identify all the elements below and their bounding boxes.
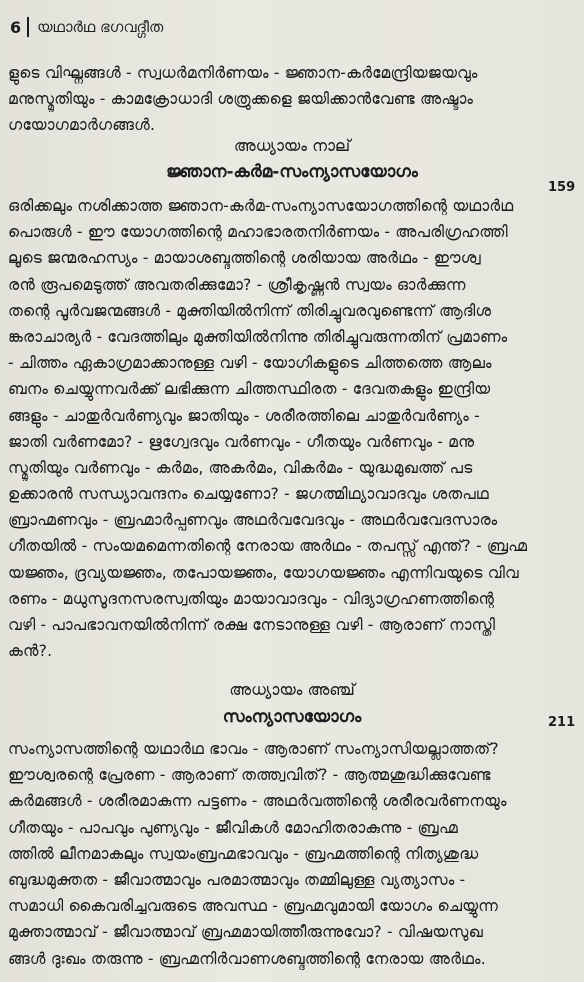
text-line: കർമങ്ങൾ - ശരീരമാകുന്ന പട്ടണം - അഥർവത്തിന്റെ ശരീരവർണനയും [8, 792, 507, 811]
chapter-5-name: സംന്യാസയോഗം [222, 707, 362, 727]
text-line: പൊരുൾ - ഈ യോഗത്തിന്റെ മഹാഭാരതനിർണയം - അപരിഗ്രഹത്തി [8, 223, 508, 242]
text-line: ബനം ചെയ്യുന്നവർക്ക് ലഭിക്കുന്ന ചിത്തസ്ഥിരത - ദേവതകളും ഇന്ദ്രിയ [8, 380, 491, 399]
text-line: ഗീതയും - പാപവും പുണ്യവും - ജീവികൾ മോഹിതരാകുന്നു - ബ്രഹ്മ [8, 818, 458, 837]
chapter-4-page-ref: 159 [548, 180, 576, 195]
text-line: ലൂടെ ജന്മരഹസ്യം - മായാശബ്ദത്തിന്റെ ശരിയായ അർഥം - ഈശ്വ [8, 249, 481, 268]
book-title: യഥാർഥ ഭഗവദ്ഗീത [37, 18, 164, 36]
text-line: ജാതി വർണമോ? - ഋഗ്വേദവും വർണവും - ഗീതയും വർണവും - മനു [8, 432, 475, 451]
text-line: ത്തിൽ ലീനമാകലും സ്വയംബ്രഹ്മഭാവവും - ബ്രഹ്മത്തിന്റെ നിത്യശുദ്ധ [8, 844, 479, 863]
text-line: മനുസ്മൃതിയും - കാമക്രോധാദി ശത്രുക്കളെ ജയിക്കാൻവേണ്ട അഷ്ടാം [8, 90, 474, 109]
text-line: തന്റെ പൂർവജന്മങ്ങൾ - മുക്തിയിൽനിന്ന് തിരിച്ചുവരവുണ്ടെന്ന് ആദിശ [8, 301, 492, 320]
text-line: സ്മൃതിയും വർണവും - കർമം, അകർമം, വികർമം - യുദ്ധമുഖത്ത് പട [8, 458, 473, 477]
text-line: സമാധി കൈവരിച്ചവരുടെ അവസ്ഥ - ബ്രഹ്മവുമായി യോഗം ചെയ്യുന്ന [8, 897, 499, 916]
text-line: ങ്കരാചാര്യർ - വേദത്തിലും മുക്തിയിൽനിന്നു തിരിച്ചുവരുന്നതിന് പ്രമാണം [8, 327, 508, 346]
text-line: രൻ രൂപമെടുത്ത് അവതരിക്കുമോ? - ശ്രീകൃഷ്ണൻ സ്വയം ഓർക്കുന്ന [8, 275, 466, 294]
text-line: ഉക്കാരൻ സന്ധ്യാവന്ദനം ചെയ്യണോ? - ജഗത്മിഥ്യാവാദവും ശതപഥ [8, 485, 489, 504]
text-line: ഗയോഗമാർഗങ്ങൾ. [8, 116, 156, 135]
header-divider [27, 17, 29, 37]
chapter-4-summary [8, 193, 576, 664]
text-line: രണം - മധുസൂദനസരസ്വതിയും മായാവാദവും - വിദ്യാഗ്രഹണത്തിന്റെ [8, 589, 495, 608]
text-line: ളുടെ വിഘ്നങ്ങൾ - സ്വധർമനിർണയം - ജ്ഞാന-കർമേന്ദ്രിയജയവും [8, 64, 478, 82]
text-line: സംന്യാസത്തിന്റെ യഥാർഥ ഭാവം - ആരാണ് സംന്യാസിയല്ലാത്തത്? [8, 740, 499, 758]
running-header [10, 14, 163, 40]
text-line: ഗീതയിൽ - സംയമമെന്നതിന്റെ നേരായ അർഥം - തപസ്സ് എന്ത്? - ബ്രഹ്മ [8, 537, 528, 556]
intro-paragraph [8, 60, 576, 139]
chapter-5-title: അധ്യായം അഞ്ച് [229, 680, 355, 699]
chapter-5-page-ref: 211 [548, 715, 576, 730]
chapter-4-title: അധ്യായം നാല് [233, 136, 351, 155]
chapter-5-summary [8, 736, 576, 972]
text-line: ബ്രാഹ്മണവും - ബ്രഹ്മാർപ്പണവും അഥർവവേദവും - അഥർവവേദസാരം [8, 511, 498, 530]
chapter-4-name: ജ്ഞാന-കർമ-സംന്യാസയോഗം [166, 162, 418, 182]
text-line: യജ്ഞം, ദ്രവ്യയജ്ഞം, തപോയജ്ഞം, യോഗയജ്ഞം എന്നിവയുടെ വിവ [8, 563, 519, 582]
text-line: ങ്ങളും - ചാതുർവർണ്യവും ജാതിയും - ശരീരത്തിലെ ചാതുർവർണ്യം - [8, 406, 480, 425]
text-line: മുക്താത്മാവ് - ജീവാത്മാവ് ബ്രഹ്മമായിത്തീരുന്നുവോ? - വിഷയസുഖ [8, 923, 483, 942]
text-line: ങ്ങൾ ദുഃഖം തരുന്നു - ബ്രഹ്മനിർവാണശബ്ദത്തിന്റെ നേരായ അർഥം. [8, 949, 486, 968]
text-line: കൻ?. [8, 642, 53, 661]
text-line: ഈശ്വരന്റെ പ്രേരണ - ആരാണ് തത്ത്വവിത്? - ആത്മശുദ്ധിക്കുവേണ്ട [8, 766, 491, 785]
text-line: ബുദ്ധമുക്തത - ജീവാത്മാവും പരമാത്മാവും തമ്മിലുള്ള വ്യത്യാസം - [8, 870, 466, 889]
page-number: 6 [10, 17, 22, 37]
text-line: - ചിത്തം ഏകാഗ്രമാക്കാനുള്ള വഴി - യോഗികളുടെ ചിത്തത്തെ ആലം [8, 354, 492, 373]
text-line: വഴി - പാപഭാവനയിൽനിന്ന് രക്ഷ നേടാനുള്ള വഴി - ആരാണ് നാസ്തി [8, 616, 496, 634]
text-line: ഒരിക്കലും നശിക്കാത്ത ജ്ഞാന-കർമ-സംന്യാസയോഗത്തിന്റെ യഥാർഥ [8, 197, 514, 215]
